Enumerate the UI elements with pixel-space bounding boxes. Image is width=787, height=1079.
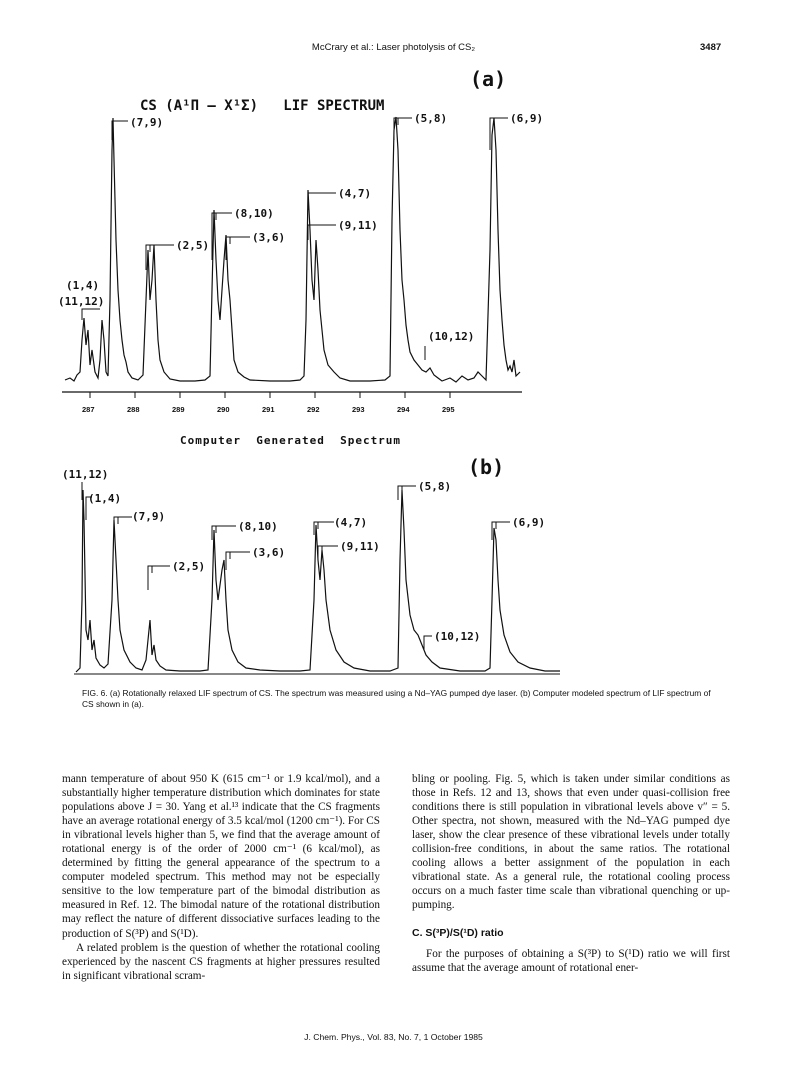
panel-a-title: CS (A¹Π – X¹Σ) LIF SPECTRUM	[140, 98, 385, 114]
panel-b-letter: (b)	[468, 455, 505, 479]
peak-b-8-10: (8,10)	[238, 520, 278, 533]
running-title: McCrary et al.: Laser photolysis of CS₂	[311, 42, 476, 53]
peak-a-2-5: (2,5)	[176, 239, 210, 252]
peak-b-5-8: (5,8)	[418, 480, 452, 493]
tick-291: 291	[262, 405, 275, 414]
tick-295: 295	[442, 405, 455, 414]
journal-footer: J. Chem. Phys., Vol. 83, No. 7, 1 October 1985	[304, 1032, 483, 1042]
peak-a-8-10: (8,10)	[234, 207, 274, 220]
tick-289: 289	[172, 405, 185, 414]
peak-b-9-11: (9,11)	[340, 540, 380, 553]
peak-b-4-7: (4,7)	[334, 516, 368, 529]
peak-b-3-6: (3,6)	[252, 546, 286, 559]
right-column	[412, 772, 730, 975]
peak-b-11-12: (11,12)	[62, 468, 109, 481]
tick-293: 293	[352, 405, 365, 414]
left-column	[62, 772, 380, 983]
panel-a-brackets	[82, 118, 508, 360]
section-heading: C. S(³P)/S(¹D) ratio	[412, 927, 504, 940]
tick-287: 287	[82, 405, 95, 414]
tick-290: 290	[217, 405, 230, 414]
left-paragraph-1: mann temperature of about 950 K (615 cm⁻¹ or 1.9 kcal/mol), and a substantially higher temperature distribution which dominates for state populations above J = 30. Yang et al.¹³ indicate that the CS fragments have an average rotational energy of 3.5 kcal/mol (1200 cm⁻¹). For CS in vibrational levels higher than 5, we find that the average amount of rotational energy is of the order of 2000 cm⁻¹ (6 kcal/mol), as determined by fitting the general appearance of the spectrum to a computer modeled spectrum. This method may not be especially sensitive to the low temperature part of the bimodal distribution as measured in Ref. 12. The bimodal nature of the rotational distribution may reflect the nature of different dissociative surfaces leading to the production of S(³P) and S(¹D).	[62, 773, 380, 940]
panel-a-letter: (a)	[470, 67, 507, 91]
left-paragraph-2: A related problem is the question of whether the rotational cooling experienced by the nascent CS fragments at higher pressures resulted in significant vibrational scram-	[62, 941, 380, 982]
right-paragraph-1: bling or pooling. Fig. 5, which is taken under similar conditions as those in Refs. 12 and 13, shows that even under quasi-collision free conditions there is still population in vibrational levels above v″ = 5. Other spectra, not shown, measured with the Nd–YAG pumped dye laser, show the clear presence of these vibrational levels under totally collision-free conditions, in about the same ratios. The rotational cooling allows a better assignment of the population in each vibrational state. As a general rule, the rotational cooling process occurs on a much faster time scale than vibrational quenching or up-pumping.	[412, 773, 730, 912]
peak-b-7-9: (7,9)	[132, 510, 166, 523]
panel-b-title: Computer Generated Spectrum	[180, 434, 402, 447]
panel-a-axis-ticks	[90, 392, 450, 398]
peak-a-3-6: (3,6)	[252, 231, 286, 244]
peak-a-10-12: (10,12)	[428, 330, 475, 343]
peak-b-2-5: (2,5)	[172, 560, 206, 573]
figure-caption: FIG. 6. (a) Rotationally relaxed LIF spectrum of CS. The spectrum was measured using a Nd–YAG pumped dye laser. (b) Computer modeled spectrum of LIF spectrum of CS shown in (a).	[82, 688, 711, 709]
peak-b-10-12: (10,12)	[434, 630, 481, 643]
right-paragraph-2: For the purposes of obtaining a S(³P) to S(¹D) ratio we will first assume that the average amount of rotational ener-	[412, 947, 730, 974]
peak-a-5-8: (5,8)	[414, 112, 448, 125]
peak-a-7-9: (7,9)	[130, 116, 164, 129]
peak-a-11-12: (11,12)	[58, 295, 105, 308]
panel-b-brackets	[82, 482, 510, 650]
peak-a-4-7: (4,7)	[338, 187, 372, 200]
peak-a-9-11: (9,11)	[338, 219, 378, 232]
peak-b-6-9: (6,9)	[512, 516, 546, 529]
peak-b-1-4: (1,4)	[88, 492, 122, 505]
tick-294: 294	[397, 405, 410, 414]
peak-a-1-4: (1,4)	[66, 279, 100, 292]
peak-a-6-9: (6,9)	[510, 112, 544, 125]
tick-292: 292	[307, 405, 320, 414]
tick-288: 288	[127, 405, 140, 414]
page-number: 3487	[700, 42, 722, 53]
